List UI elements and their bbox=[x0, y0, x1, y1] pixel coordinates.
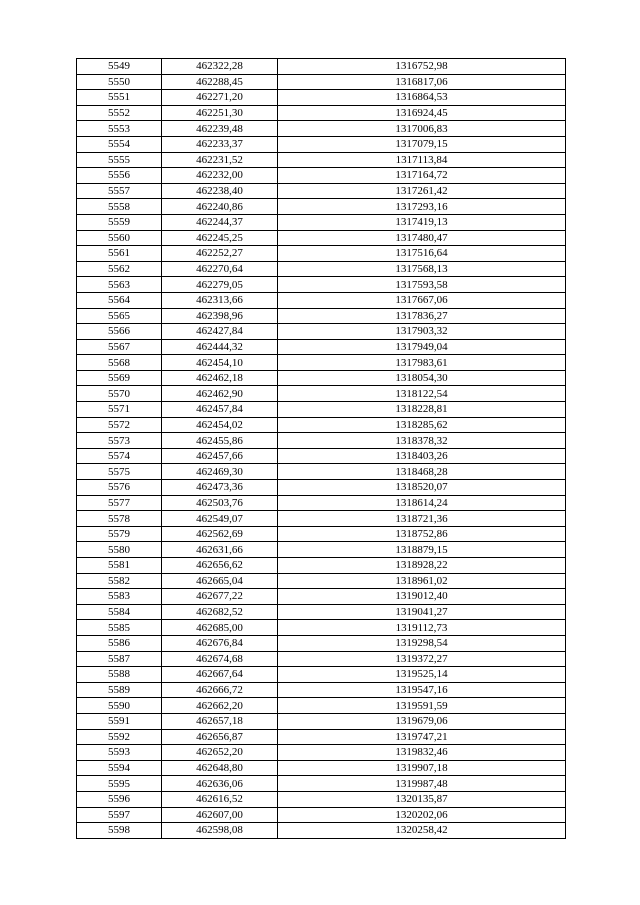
table-row bbox=[77, 261, 566, 277]
y-coordinate-cell: 1318721,36 bbox=[278, 511, 566, 527]
y-coordinate-cell: 1318285,62 bbox=[278, 417, 566, 433]
table-row bbox=[77, 713, 566, 729]
x-coordinate-cell: 462457,84 bbox=[162, 402, 278, 418]
table-row bbox=[77, 589, 566, 605]
table-row bbox=[77, 807, 566, 823]
point-number-cell: 5566 bbox=[77, 324, 162, 340]
table-row bbox=[77, 823, 566, 839]
y-coordinate-cell: 1319832,46 bbox=[278, 745, 566, 761]
y-coordinate-cell: 1318614,24 bbox=[278, 495, 566, 511]
y-coordinate-cell: 1317568,13 bbox=[278, 261, 566, 277]
point-number-cell: 5598 bbox=[77, 823, 162, 839]
y-coordinate-cell: 1318928,22 bbox=[278, 558, 566, 574]
x-coordinate-cell: 462271,20 bbox=[162, 90, 278, 106]
x-coordinate-cell: 462665,04 bbox=[162, 573, 278, 589]
x-coordinate-cell: 462279,05 bbox=[162, 277, 278, 293]
table-row bbox=[77, 199, 566, 215]
y-coordinate-cell: 1317006,83 bbox=[278, 121, 566, 137]
y-coordinate-cell: 1319679,06 bbox=[278, 713, 566, 729]
table-row bbox=[77, 511, 566, 527]
table-row bbox=[77, 573, 566, 589]
x-coordinate-cell: 462549,07 bbox=[162, 511, 278, 527]
y-coordinate-cell: 1318961,02 bbox=[278, 573, 566, 589]
x-coordinate-cell: 462666,72 bbox=[162, 682, 278, 698]
table-row bbox=[77, 604, 566, 620]
point-number-cell: 5595 bbox=[77, 776, 162, 792]
x-coordinate-cell: 462657,18 bbox=[162, 713, 278, 729]
x-coordinate-cell: 462636,06 bbox=[162, 776, 278, 792]
table-row bbox=[77, 386, 566, 402]
x-coordinate-cell: 462322,28 bbox=[162, 59, 278, 75]
x-coordinate-cell: 462469,30 bbox=[162, 464, 278, 480]
y-coordinate-cell: 1318468,28 bbox=[278, 464, 566, 480]
y-coordinate-cell: 1319907,18 bbox=[278, 760, 566, 776]
point-number-cell: 5590 bbox=[77, 698, 162, 714]
point-number-cell: 5551 bbox=[77, 90, 162, 106]
point-number-cell: 5597 bbox=[77, 807, 162, 823]
table-row bbox=[77, 324, 566, 340]
x-coordinate-cell: 462652,20 bbox=[162, 745, 278, 761]
table-row bbox=[77, 339, 566, 355]
table-row bbox=[77, 90, 566, 106]
point-number-cell: 5592 bbox=[77, 729, 162, 745]
table-row bbox=[77, 635, 566, 651]
x-coordinate-cell: 462427,84 bbox=[162, 324, 278, 340]
table-row bbox=[77, 776, 566, 792]
x-coordinate-cell: 462562,69 bbox=[162, 526, 278, 542]
x-coordinate-cell: 462598,08 bbox=[162, 823, 278, 839]
y-coordinate-cell: 1320258,42 bbox=[278, 823, 566, 839]
table-row bbox=[77, 168, 566, 184]
y-coordinate-cell: 1319298,54 bbox=[278, 635, 566, 651]
table-row bbox=[77, 745, 566, 761]
table-row bbox=[77, 667, 566, 683]
y-coordinate-cell: 1319012,40 bbox=[278, 589, 566, 605]
y-coordinate-cell: 1317516,64 bbox=[278, 246, 566, 262]
x-coordinate-cell: 462656,87 bbox=[162, 729, 278, 745]
table-row bbox=[77, 246, 566, 262]
table-row bbox=[77, 729, 566, 745]
table-row bbox=[77, 277, 566, 293]
coordinates-table bbox=[76, 58, 566, 839]
table-row bbox=[77, 121, 566, 137]
point-number-cell: 5593 bbox=[77, 745, 162, 761]
x-coordinate-cell: 462240,86 bbox=[162, 199, 278, 215]
x-coordinate-cell: 462462,90 bbox=[162, 386, 278, 402]
point-number-cell: 5594 bbox=[77, 760, 162, 776]
x-coordinate-cell: 462662,20 bbox=[162, 698, 278, 714]
y-coordinate-cell: 1317293,16 bbox=[278, 199, 566, 215]
y-coordinate-cell: 1319372,27 bbox=[278, 651, 566, 667]
point-number-cell: 5588 bbox=[77, 667, 162, 683]
point-number-cell: 5550 bbox=[77, 74, 162, 90]
y-coordinate-cell: 1317261,42 bbox=[278, 183, 566, 199]
x-coordinate-cell: 462251,30 bbox=[162, 105, 278, 121]
y-coordinate-cell: 1319041,27 bbox=[278, 604, 566, 620]
y-coordinate-cell: 1317593,58 bbox=[278, 277, 566, 293]
x-coordinate-cell: 462244,37 bbox=[162, 214, 278, 230]
y-coordinate-cell: 1317164,72 bbox=[278, 168, 566, 184]
table-row bbox=[77, 105, 566, 121]
table-row bbox=[77, 495, 566, 511]
point-number-cell: 5561 bbox=[77, 246, 162, 262]
table-row bbox=[77, 355, 566, 371]
point-number-cell: 5554 bbox=[77, 136, 162, 152]
x-coordinate-cell: 462631,66 bbox=[162, 542, 278, 558]
point-number-cell: 5596 bbox=[77, 791, 162, 807]
point-number-cell: 5587 bbox=[77, 651, 162, 667]
x-coordinate-cell: 462232,00 bbox=[162, 168, 278, 184]
x-coordinate-cell: 462616,52 bbox=[162, 791, 278, 807]
point-number-cell: 5555 bbox=[77, 152, 162, 168]
x-coordinate-cell: 462270,64 bbox=[162, 261, 278, 277]
table-row bbox=[77, 152, 566, 168]
coordinates-table-body bbox=[77, 59, 566, 839]
point-number-cell: 5560 bbox=[77, 230, 162, 246]
table-row bbox=[77, 526, 566, 542]
table-row bbox=[77, 417, 566, 433]
x-coordinate-cell: 462677,22 bbox=[162, 589, 278, 605]
point-number-cell: 5581 bbox=[77, 558, 162, 574]
y-coordinate-cell: 1319547,16 bbox=[278, 682, 566, 698]
table-row bbox=[77, 558, 566, 574]
point-number-cell: 5562 bbox=[77, 261, 162, 277]
point-number-cell: 5570 bbox=[77, 386, 162, 402]
table-row bbox=[77, 791, 566, 807]
x-coordinate-cell: 462444,32 bbox=[162, 339, 278, 355]
table-row bbox=[77, 651, 566, 667]
point-number-cell: 5568 bbox=[77, 355, 162, 371]
x-coordinate-cell: 462245,25 bbox=[162, 230, 278, 246]
x-coordinate-cell: 462676,84 bbox=[162, 635, 278, 651]
y-coordinate-cell: 1320135,87 bbox=[278, 791, 566, 807]
table-row bbox=[77, 136, 566, 152]
x-coordinate-cell: 462455,86 bbox=[162, 433, 278, 449]
table-row bbox=[77, 480, 566, 496]
x-coordinate-cell: 462252,27 bbox=[162, 246, 278, 262]
x-coordinate-cell: 462473,36 bbox=[162, 480, 278, 496]
x-coordinate-cell: 462454,02 bbox=[162, 417, 278, 433]
point-number-cell: 5579 bbox=[77, 526, 162, 542]
table-row bbox=[77, 308, 566, 324]
x-coordinate-cell: 462231,52 bbox=[162, 152, 278, 168]
point-number-cell: 5589 bbox=[77, 682, 162, 698]
point-number-cell: 5553 bbox=[77, 121, 162, 137]
table-row bbox=[77, 183, 566, 199]
x-coordinate-cell: 462238,40 bbox=[162, 183, 278, 199]
point-number-cell: 5576 bbox=[77, 480, 162, 496]
x-coordinate-cell: 462607,00 bbox=[162, 807, 278, 823]
point-number-cell: 5575 bbox=[77, 464, 162, 480]
y-coordinate-cell: 1318752,86 bbox=[278, 526, 566, 542]
point-number-cell: 5564 bbox=[77, 292, 162, 308]
x-coordinate-cell: 462233,37 bbox=[162, 136, 278, 152]
point-number-cell: 5574 bbox=[77, 448, 162, 464]
y-coordinate-cell: 1318228,81 bbox=[278, 402, 566, 418]
y-coordinate-cell: 1317480,47 bbox=[278, 230, 566, 246]
y-coordinate-cell: 1320202,06 bbox=[278, 807, 566, 823]
y-coordinate-cell: 1318054,30 bbox=[278, 370, 566, 386]
y-coordinate-cell: 1318403,26 bbox=[278, 448, 566, 464]
point-number-cell: 5549 bbox=[77, 59, 162, 75]
point-number-cell: 5583 bbox=[77, 589, 162, 605]
table-row bbox=[77, 542, 566, 558]
y-coordinate-cell: 1316817,06 bbox=[278, 74, 566, 90]
x-coordinate-cell: 462239,48 bbox=[162, 121, 278, 137]
point-number-cell: 5572 bbox=[77, 417, 162, 433]
y-coordinate-cell: 1319525,14 bbox=[278, 667, 566, 683]
x-coordinate-cell: 462454,10 bbox=[162, 355, 278, 371]
x-coordinate-cell: 462313,66 bbox=[162, 292, 278, 308]
x-coordinate-cell: 462288,45 bbox=[162, 74, 278, 90]
point-number-cell: 5557 bbox=[77, 183, 162, 199]
y-coordinate-cell: 1317836,27 bbox=[278, 308, 566, 324]
point-number-cell: 5591 bbox=[77, 713, 162, 729]
table-row bbox=[77, 74, 566, 90]
point-number-cell: 5584 bbox=[77, 604, 162, 620]
point-number-cell: 5558 bbox=[77, 199, 162, 215]
y-coordinate-cell: 1316752,98 bbox=[278, 59, 566, 75]
y-coordinate-cell: 1316864,53 bbox=[278, 90, 566, 106]
point-number-cell: 5582 bbox=[77, 573, 162, 589]
x-coordinate-cell: 462648,80 bbox=[162, 760, 278, 776]
table-row bbox=[77, 230, 566, 246]
point-number-cell: 5556 bbox=[77, 168, 162, 184]
point-number-cell: 5573 bbox=[77, 433, 162, 449]
y-coordinate-cell: 1317419,13 bbox=[278, 214, 566, 230]
x-coordinate-cell: 462503,76 bbox=[162, 495, 278, 511]
y-coordinate-cell: 1319591,59 bbox=[278, 698, 566, 714]
y-coordinate-cell: 1319747,21 bbox=[278, 729, 566, 745]
point-number-cell: 5563 bbox=[77, 277, 162, 293]
table-row bbox=[77, 698, 566, 714]
y-coordinate-cell: 1318520,07 bbox=[278, 480, 566, 496]
y-coordinate-cell: 1317113,84 bbox=[278, 152, 566, 168]
point-number-cell: 5571 bbox=[77, 402, 162, 418]
table-row bbox=[77, 433, 566, 449]
y-coordinate-cell: 1316924,45 bbox=[278, 105, 566, 121]
x-coordinate-cell: 462685,00 bbox=[162, 620, 278, 636]
table-row bbox=[77, 448, 566, 464]
y-coordinate-cell: 1319112,73 bbox=[278, 620, 566, 636]
point-number-cell: 5565 bbox=[77, 308, 162, 324]
table-row bbox=[77, 682, 566, 698]
table-row bbox=[77, 464, 566, 480]
x-coordinate-cell: 462656,62 bbox=[162, 558, 278, 574]
y-coordinate-cell: 1319987,48 bbox=[278, 776, 566, 792]
point-number-cell: 5585 bbox=[77, 620, 162, 636]
table-row bbox=[77, 370, 566, 386]
y-coordinate-cell: 1317667,06 bbox=[278, 292, 566, 308]
y-coordinate-cell: 1318378,32 bbox=[278, 433, 566, 449]
point-number-cell: 5578 bbox=[77, 511, 162, 527]
point-number-cell: 5567 bbox=[77, 339, 162, 355]
y-coordinate-cell: 1317983,61 bbox=[278, 355, 566, 371]
table-row bbox=[77, 214, 566, 230]
x-coordinate-cell: 462462,18 bbox=[162, 370, 278, 386]
table-row bbox=[77, 292, 566, 308]
point-number-cell: 5577 bbox=[77, 495, 162, 511]
table-row bbox=[77, 620, 566, 636]
x-coordinate-cell: 462398,96 bbox=[162, 308, 278, 324]
point-number-cell: 5586 bbox=[77, 635, 162, 651]
x-coordinate-cell: 462682,52 bbox=[162, 604, 278, 620]
y-coordinate-cell: 1317903,32 bbox=[278, 324, 566, 340]
point-number-cell: 5559 bbox=[77, 214, 162, 230]
table-row bbox=[77, 760, 566, 776]
table-row bbox=[77, 59, 566, 75]
x-coordinate-cell: 462667,64 bbox=[162, 667, 278, 683]
table-row bbox=[77, 402, 566, 418]
point-number-cell: 5569 bbox=[77, 370, 162, 386]
x-coordinate-cell: 462457,66 bbox=[162, 448, 278, 464]
y-coordinate-cell: 1318879,15 bbox=[278, 542, 566, 558]
x-coordinate-cell: 462674,68 bbox=[162, 651, 278, 667]
y-coordinate-cell: 1317079,15 bbox=[278, 136, 566, 152]
point-number-cell: 5580 bbox=[77, 542, 162, 558]
point-number-cell: 5552 bbox=[77, 105, 162, 121]
y-coordinate-cell: 1318122,54 bbox=[278, 386, 566, 402]
y-coordinate-cell: 1317949,04 bbox=[278, 339, 566, 355]
